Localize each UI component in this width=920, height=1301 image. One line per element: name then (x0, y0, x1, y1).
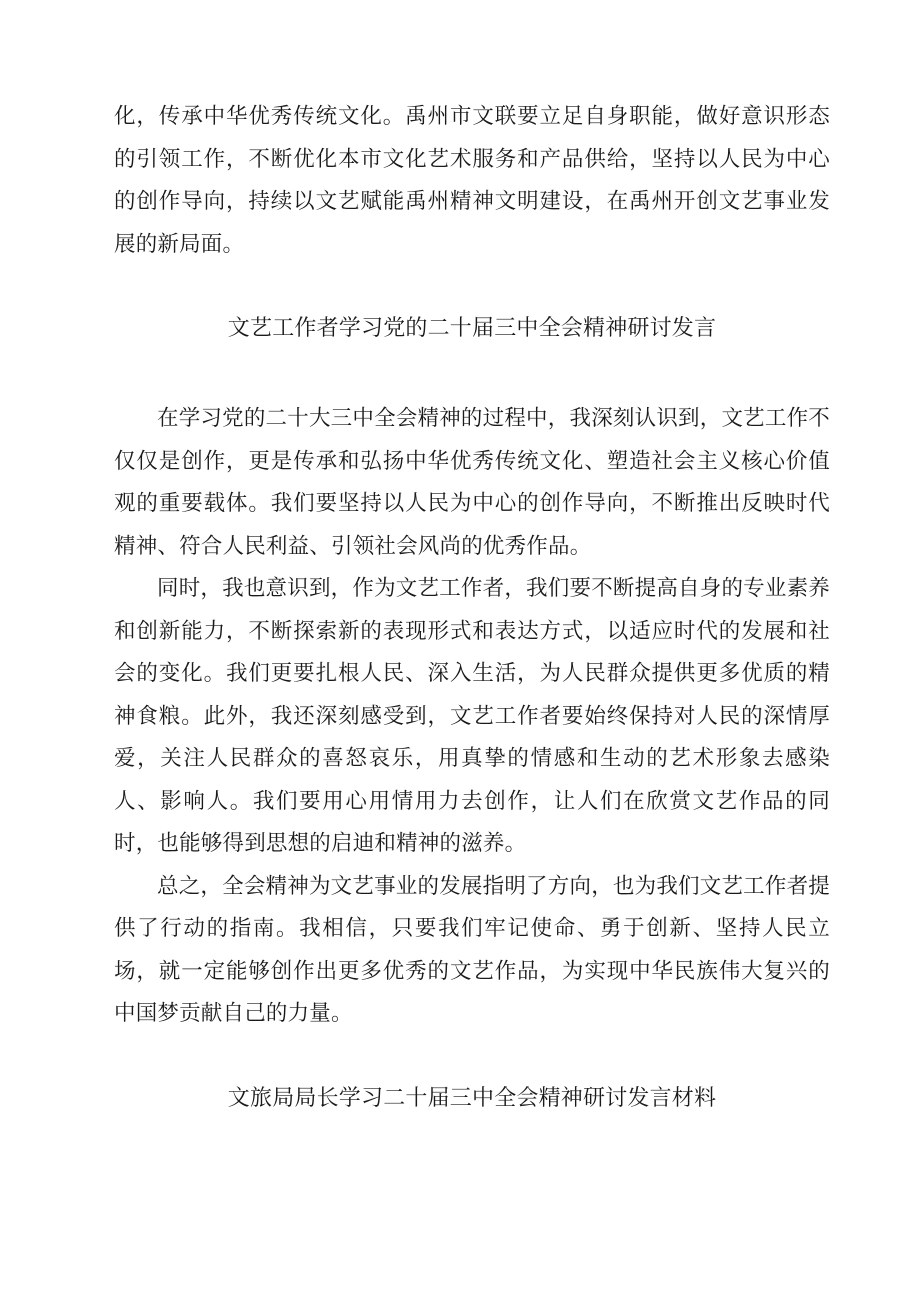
body-paragraph-2: 同时，我也意识到，作为文艺工作者，我们要不断提高自身的专业素养和创新能力，不断探索新的表现形式和表达方式，以适应时代的发展和社会的变化。我们更要扎根人民、深入生活，为人民群众提供更多优质的精神食粮。此外，我还深刻感受到，文艺工作者要始终保持对人民的深情厚爱，关注人民群众的喜怒哀乐，用真挚的情感和生动的艺术形象去感染人、影响人。我们要用心用情用力去创作，让人们在欣赏文艺作品的同时，也能够得到思想的启迪和精神的滋养。 (114, 576, 830, 856)
intro-paragraph: 化，传承中华优秀传统文化。禹州市文联要立足自身职能，做好意识形态的引领工作，不断优化本市文化艺术服务和产品供给，坚持以人民为中心的创作导向，持续以文艺赋能禹州精神文明建设，在禹州开创文艺事业发展的新局面。 (114, 104, 830, 257)
section-title-2: 文旅局局长学习二十届三中全会精神研讨发言材料 (227, 1085, 717, 1111)
body-paragraph-1: 在学习党的二十大三中全会精神的过程中，我深刻认识到，文艺工作不仅仅是创作，更是传承和弘扬中华优秀传统文化、塑造社会主义核心价值观的重要载体。我们要坚持以人民为中心的创作导向，不断推出反映时代精神、符合人民利益、引领社会风尚的优秀作品。 (114, 406, 830, 559)
document-page (114, 96, 830, 1120)
section-title-1: 文艺工作者学习党的二十届三中全会精神研讨发言 (227, 316, 717, 341)
body-paragraph-3: 总之，全会精神为文艺事业的发展指明了方向，也为我们文艺工作者提供了行动的指南。我相信，只要我们牢记使命、勇于创新、坚持人民立场，就一定能够创作出更多优秀的文艺作品，为实现中华民族伟大复兴的中国梦贡献自己的力量。 (114, 873, 830, 1026)
